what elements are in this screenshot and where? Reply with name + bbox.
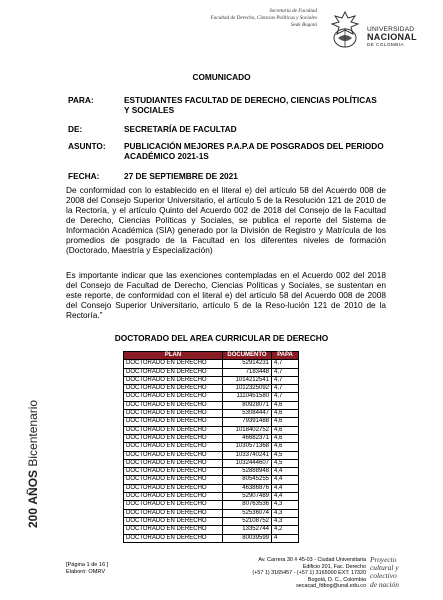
- header-documento: DOCUMENTO: [223, 352, 272, 360]
- asunto-value: PUBLICACIÓN MEJORES P.A.P.A DE POSGRADOS DEL PERIODO ACADÉMICO 2021-1S: [124, 141, 384, 161]
- bicentenario-word: Bicentenario: [26, 399, 40, 467]
- cell-documento: 13352744: [223, 526, 272, 534]
- table-row: [124, 517, 299, 525]
- faculty-header: [205, 8, 317, 29]
- table-row: [124, 434, 299, 442]
- slogan-line-4: de nación: [370, 579, 399, 589]
- address-line-1: Av. Carrera 30 # 45-03 - Ciudad Universitaria: [258, 557, 366, 563]
- table-row: [124, 443, 299, 451]
- cell-papa: 4,4: [272, 468, 299, 476]
- cell-plan: DOCTORADO EN DERECHO: [124, 459, 223, 467]
- cell-papa: 4,6: [272, 426, 299, 434]
- cell-plan: DOCTORADO EN DERECHO: [124, 418, 223, 426]
- cell-plan: DOCTORADO EN DERECHO: [124, 501, 223, 509]
- cell-plan: DOCTORADO EN DERECHO: [124, 385, 223, 393]
- table-row: [124, 376, 299, 384]
- table-row: [124, 509, 299, 517]
- cell-documento: 52888948: [223, 468, 272, 476]
- cell-plan: DOCTORADO EN DERECHO: [124, 426, 223, 434]
- cell-documento: 52536074: [223, 509, 272, 517]
- table-row: [124, 393, 299, 401]
- papa-table: [123, 351, 299, 543]
- cell-documento: 1012325092: [223, 385, 272, 393]
- cell-papa: 4,7: [272, 360, 299, 368]
- elaborated-by: Elaboró: OMRV: [66, 569, 106, 575]
- table-row: [124, 459, 299, 467]
- cell-documento: 52914231: [223, 360, 272, 368]
- header-facultad: Facultad de Derecho, Ciencias Políticas y Sociales: [210, 15, 317, 21]
- cell-documento: 79391488: [223, 418, 272, 426]
- cell-plan: DOCTORADO EN DERECHO: [124, 393, 223, 401]
- cell-documento: 1110451580: [223, 393, 272, 401]
- university-seal-logo: [329, 10, 361, 50]
- cell-papa: 4,3: [272, 517, 299, 525]
- bicentenario-number: 200: [26, 507, 40, 528]
- table-row: [124, 401, 299, 409]
- table-row: [124, 418, 299, 426]
- cell-plan: DOCTORADO EN DERECHO: [124, 517, 223, 525]
- cell-documento: 80928071: [223, 401, 272, 409]
- cell-documento: 1030571368: [223, 443, 272, 451]
- cell-papa: 4,3: [272, 509, 299, 517]
- cell-documento: 1014212541: [223, 376, 272, 384]
- table-title: DOCTORADO DEL AREA CURRICULAR DE DERECHO: [114, 333, 329, 343]
- table-row: [124, 468, 299, 476]
- cell-papa: 4,3: [272, 501, 299, 509]
- university-line-1: UNIVERSIDAD: [367, 26, 415, 33]
- cell-plan: DOCTORADO EN DERECHO: [124, 434, 223, 442]
- table-row: [124, 534, 299, 542]
- table-row: [124, 385, 299, 393]
- cell-papa: 4,7: [272, 376, 299, 384]
- cell-plan: DOCTORADO EN DERECHO: [124, 401, 223, 409]
- table-row: [124, 476, 299, 484]
- footer-address: [246, 557, 366, 590]
- university-line-3: DE COLOMBIA: [367, 42, 404, 48]
- page-number: [Página 1 de 16 ]: [66, 562, 109, 568]
- table-row: [124, 426, 299, 434]
- cell-papa: 4,6: [272, 434, 299, 442]
- cell-documento: 1033740241: [223, 451, 272, 459]
- table-row: [124, 526, 299, 534]
- de-value: SECRETARÍA DE FACULTAD: [124, 124, 237, 134]
- cell-plan: DOCTORADO EN DERECHO: [124, 410, 223, 418]
- cell-plan: DOCTORADO EN DERECHO: [124, 443, 223, 451]
- cell-documento: 80763536: [223, 501, 272, 509]
- cell-plan: DOCTORADO EN DERECHO: [124, 526, 223, 534]
- fecha-value: 27 DE SEPTIEMBRE DE 2021: [124, 171, 238, 181]
- fecha-label: FECHA:: [68, 171, 100, 181]
- cell-documento: 80545255: [223, 476, 272, 484]
- document-title: COMUNICADO: [192, 72, 251, 82]
- table-row: [124, 360, 299, 368]
- cell-papa: 4,5: [272, 451, 299, 459]
- cell-documento: 1018402752: [223, 426, 272, 434]
- cell-papa: 4,5: [272, 459, 299, 467]
- slogan-line-1: Proyecto: [370, 555, 397, 564]
- table-header-row: [124, 352, 299, 360]
- address-line-4: Bogotá, D. C., Colombia: [307, 576, 366, 583]
- cell-documento: 46386876: [223, 484, 272, 492]
- cell-documento: 52907489: [223, 493, 272, 501]
- footer-left: [66, 562, 108, 576]
- header-sede: Sede Bogotá: [290, 22, 317, 28]
- cell-documento: 52108752: [223, 517, 272, 525]
- university-name: [367, 26, 417, 49]
- asunto-label: ASUNTO:: [68, 141, 106, 151]
- address-line-3: (+57 1) 3165457 - (+57 1) 3165000 EXT: 17320: [252, 570, 366, 577]
- cell-documento: 80039599: [223, 534, 272, 542]
- body-paragraph-1: De conformidad con lo establecido en el literal e) del artículo 58 del Acuerdo 008 de 2008 del Consejo Superior Universitario, el artículo 5 de la Resolución 121 de 2010 de la Rectoría, y el artículo Quinto del Acuerdo 002 de 2018 del Consejo de la Facultad de Derecho, Ciencias Políticas y Sociales, se publica el reporte del Sistema de Información Académica (SIA) generado por la División de Registro y Matrícula de los promedios de posgrado de la Facultad en los diferentes niveles de formación (Doctorado, Maestría y Especialización): [66, 185, 386, 255]
- para-value: ESTUDIANTES FACULTAD DE DERECHO, CIENCIAS POLÍTICAS Y SOCIALES: [124, 95, 377, 115]
- cell-documento: 53084447: [223, 410, 272, 418]
- slogan-line-3: colectivo: [370, 571, 397, 581]
- table-row: [124, 410, 299, 418]
- cell-plan: DOCTORADO EN DERECHO: [124, 493, 223, 501]
- table-row: [124, 368, 299, 376]
- cell-papa: 4,6: [272, 410, 299, 418]
- cell-papa: 4,7: [272, 393, 299, 401]
- bicentenario-anos: AÑOS: [26, 469, 40, 505]
- cell-papa: 4,7: [272, 368, 299, 376]
- cell-plan: DOCTORADO EN DERECHO: [124, 468, 223, 476]
- body-paragraph-2: Es importante indicar que las exenciones contempladas en el Acuerdo 002 del 2018 del Consejo de Facultad de Derecho, Ciencias Políticas y Sociales, se sustentan en este reporte, de conformidad con el literal e) del artículo 58 del Acuerdo 008 de 2008 del Consejo Superior Universitario, artículo 5 de la Reso-lución 121 de 2010 de la Rectoría.”: [66, 270, 386, 320]
- de-label: DE:: [68, 124, 83, 134]
- cell-papa: 4,2: [272, 526, 299, 534]
- cell-papa: 4,6: [272, 418, 299, 426]
- header-secretaria: Secretaría de Facultad: [269, 8, 317, 14]
- cell-plan: DOCTORADO EN DERECHO: [124, 360, 223, 368]
- table-row: [124, 493, 299, 501]
- table-row: [124, 501, 299, 509]
- cell-papa: 4,4: [272, 493, 299, 501]
- address-line-2: Edificio 201, Fac. Derecho: [302, 563, 366, 570]
- address-email: secacad_fdbog@unal.edu.co: [296, 583, 366, 590]
- table-row: [124, 484, 299, 492]
- university-line-2: NACIONAL: [367, 31, 417, 42]
- cell-papa: 4,6: [272, 401, 299, 409]
- cell-papa: 4,7: [272, 385, 299, 393]
- cell-documento: 1032444607: [223, 459, 272, 467]
- table-row: [124, 451, 299, 459]
- cell-plan: DOCTORADO EN DERECHO: [124, 484, 223, 492]
- cell-plan: DOCTORADO EN DERECHO: [124, 376, 223, 384]
- cell-papa: 4,4: [272, 476, 299, 484]
- para-label: PARA:: [68, 95, 94, 105]
- cell-papa: 4: [272, 534, 299, 542]
- cell-plan: DOCTORADO EN DERECHO: [124, 534, 223, 542]
- cell-plan: DOCTORADO EN DERECHO: [124, 368, 223, 376]
- header-plan: PLAN: [124, 352, 223, 360]
- cell-papa: 4,4: [272, 484, 299, 492]
- cell-plan: DOCTORADO EN DERECHO: [124, 509, 223, 517]
- cell-plan: DOCTORADO EN DERECHO: [124, 476, 223, 484]
- footer-slogan: [370, 556, 399, 589]
- cell-papa: 4,6: [272, 443, 299, 451]
- cell-documento: 46682371: [223, 434, 272, 442]
- cell-documento: 7183448: [223, 368, 272, 376]
- cell-plan: DOCTORADO EN DERECHO: [124, 451, 223, 459]
- header-papa: PAPA: [272, 352, 299, 360]
- slogan-line-2: cultural y: [370, 563, 399, 573]
- bicentenario-logo: [26, 399, 44, 528]
